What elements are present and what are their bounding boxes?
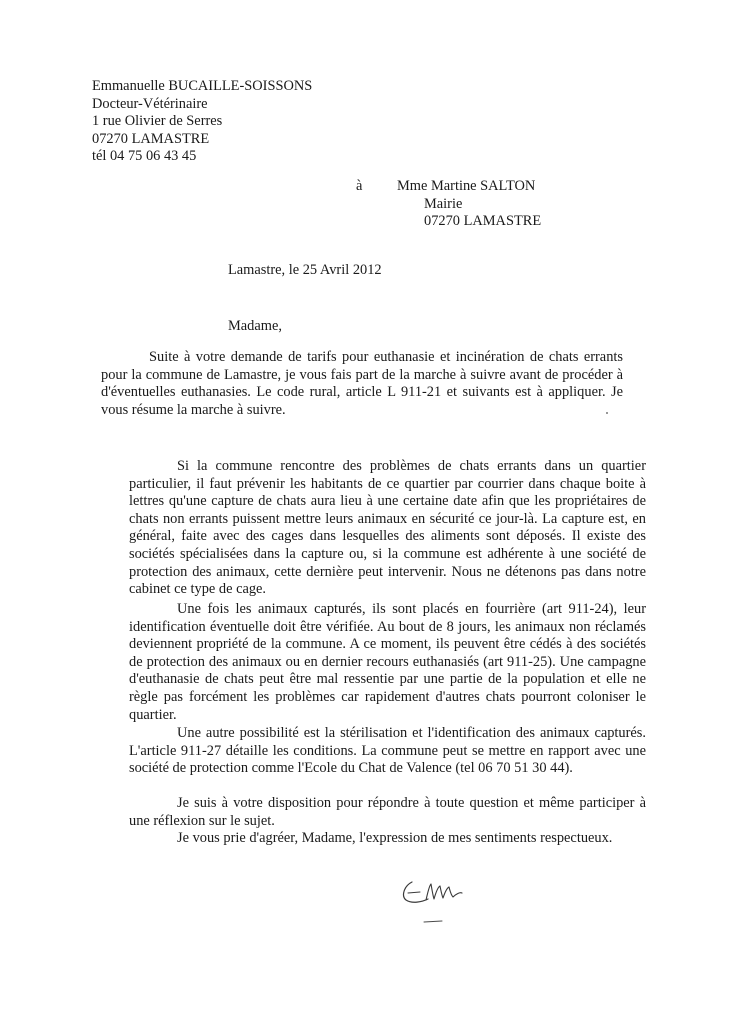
paragraph-capture: Si la commune rencontre des problèmes de chats errants dans un quartier particulier, il faut prévenir les habitants de ce quartier par courrier dans chaque boite à lettres qu'une capture de chats aura lieu à une certaine date afin que les propriétaires de chats non errants puissent mettre leurs animaux en sécurité ce jour-là. La capture est, en général, faite avec des cages dans lesquelles des aliments sont déposés. Il existe des sociétés spécialisées dans la capture ou, si la commune est adhérente à une société de protection des animaux, cette dernière peut intervenir. Nous ne détenons pas dans notre cabinet ce type de cage.: [129, 458, 646, 598]
paragraph-disposition: Je suis à votre disposition pour répondre à toute question et même participer à une réflexion sur le sujet.: [129, 795, 646, 829]
sender-city: 07270 LAMASTRE: [92, 130, 210, 147]
recipient-address: [397, 178, 541, 231]
recipient-city: 07270 LAMASTRE: [424, 213, 542, 230]
recipient-name: Mme Martine SALTON: [397, 178, 536, 194]
sender-address: [92, 78, 312, 166]
sender-street: 1 rue Olivier de Serres: [92, 113, 223, 130]
sender-title: Docteur-Vétérinaire: [92, 95, 208, 112]
paragraph-fourriere: Une fois les animaux capturés, ils sont placés en fourrière (art 911-24), leur identification éventuelle doit être vérifiée. Au bout de 8 jours, les animaux non réclamés deviennent propriété de la commune. A ce moment, ils peuvent être cédés à des sociétés de protection des animaux ou en dernier recours euthanasiés (art 911-25). Une campagne d'euthanasie de chats peut être mal ressentie par une partie de la population et elle ne règle pas forcément les problèmes car rapidement d'autres chats pourront coloniser le quartier.: [129, 601, 646, 723]
salutation: Madame,: [228, 318, 282, 334]
paragraph-closing: Je vous prie d'agréer, Madame, l'expression de mes sentiments respectueux.: [177, 830, 613, 846]
paragraph-sterilisation: Une autre possibilité est la stérilisation et l'identification des animaux capturés. L'article 911-27 détaille les conditions. La commune peut se mettre en rapport avec une société de protection comme l'Ecole du Chat de Valence (tel 06 70 51 30 44).: [129, 725, 646, 777]
sender-name: Emmanuelle BUCAILLE-SOISSONS: [92, 78, 313, 94]
letter-date: Lamastre, le 25 Avril 2012: [228, 262, 382, 278]
recipient-org: Mairie: [424, 195, 463, 212]
paragraph-intro: Suite à votre demande de tarifs pour euthanasie et incinération de chats errants pour la commune de Lamastre, je vous fais part de la marche à suivre avant de procéder à d'éventuelles euthanasies. Le code rural, article L 911-21 et suivants est à appliquer. Je vous résume la marche à suivre.: [101, 349, 623, 418]
handwritten-signature: [398, 872, 488, 932]
scan-speck: [606, 412, 608, 414]
sender-phone: tél 04 75 06 43 45: [92, 148, 197, 165]
recipient-prefix: à: [356, 178, 363, 194]
